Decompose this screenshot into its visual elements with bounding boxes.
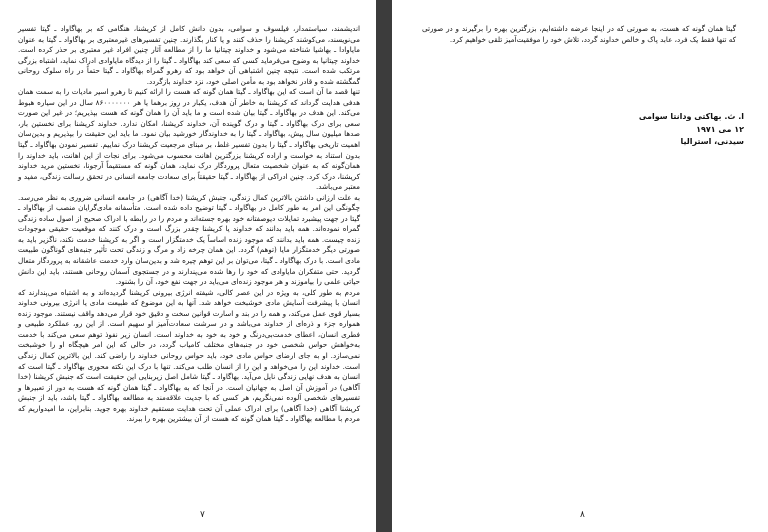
book-gutter (376, 0, 392, 532)
author-signature (422, 111, 744, 149)
right-paragraph-1: گیتا همان گونه که هست، به صورتی که در اینجا عرضه داشته‌ایم، بزرگترین بهره را برگیرند و در صورتی که تنها فقط یک فرد، عابد پاک و خالص خداوند گردد، تلاش خود را موفقیت‌آمیز تلقی خواهیم کرد. (422, 24, 736, 44)
left-page-body (18, 24, 360, 425)
left-page-number: ۷ (200, 510, 205, 520)
right-page-body (422, 24, 736, 45)
signature-name: ا. ث. بهاکتی ودانتا سوامی (638, 112, 744, 121)
right-page-number: ۸ (580, 510, 585, 520)
left-paragraph-2: تنها قصد ما آن است که این بهاگاواد ـ گیتا همان گونه که هست را ارائه کنیم تا رهرو اسیر ماديات را به سمت همان هدفی هدایت گرداند که کریشنا به خاطر آن هدف، یکبار در روز برهما یا هر ۸۶۰۰۰۰۰۰۰ سال در این سیاره هبوط می‌کند. این هدف در بهاگاواد ـ گیتا بیان شده است و ما باید آن را همان گونه که هست بپذیریم؛ در غیر این صورت سعی برای درک بهاگاواد ـ گیتا و درک گوینده آن، خداوند کریشنا، امکان ندارد. خداوند کریشنا برای نخستین بار، صدها میلیون سال پیش، بهاگاواد ـ گیتا را به خداوندگار خورشید بیان نمود. ما باید این حقیقت را بپذیریم و بدین‌سان اهمیت تاریخی بهاگاواد ـ گیتا را بدون تفسیر غلط، بر مبنای مرجعیت کریشنا درک نماییم. تفسیر نمودن بهاگاواد ـ گیتا بدون استناد به خواست و اراده کریشنا بزرگترین اهانت محسوب می‌شود. برای نجات از این اهانت، باید خداوند را همان‌گونه که به عنوان شخصیت متعال پروردگار درک نماید، همان گونه که مستقیماً آرجونا، نخستین مرید خداوند کریشنا، درک کرد. چنین ادراکی از بهاگاواد ـ گیتا حقیقتاً برای سعادت جامعه انسانی در تحقق رسالت زندگی، مفید و معتبر می‌باشد. (18, 87, 360, 192)
left-paragraph-4: مردم به طور کلی، به ویژه در این عصر کالی، شیفته انرژی بیرونی کریشنا گردیده‌اند و به اشتباه می‌پندارند که انسان با پیشرفت آسایش مادی خوشبخت خواهد شد. آنها به این موضوع که طبیعت مادی یا انرژی بیرونی خداوند بسیار قوی عمل می‌کند، و همه را در بند و اسارت قوانین سخت و دقیق خود قرار می‌دهد واقف نیستند. موجود زنده همواره جزء و ذره‌ای از خداوند می‌باشد و در سرشت سعادت‌آمیز او سهیم است. از این رو، عملکرد طبیعی و فطری انسان، اعطای خدمت‌بی‌درنگ و خود به خود به خداوند است. انسان زیر نفوذ توهم سعی می‌کند با خدمت به‌خواهش حواس شخصی خود در جنبه‌های مختلف کامیاب گردد، در حالی که این امر هیچگاه او را خوشبخت نمی‌سازد. او به جای ارضای حواس مادی خود، باید حواس روحانی خداوند را راضی کند. این بالاترین کمال زندگی است. خداوند این را می‌خواهد و این را از انسان طلب می‌کند. تنها با درک این نکته محوری بهاگاواد ـ گیتا است که انسان به هدف نهایی زندگی نایل می‌آید. بهاگاواد ـ گیتا شامل اصل زیربنایی این حقیقت است که جنبش کریشنا (خدا آگاهی) در آموزش آن اصل به جهانیان است. در آنجا که به بهاگاواد ـ گیتا همان گونه که هست به دور از تعبیرها و تفسیرهای شخصی آلوده نمی‌نگریم، هر کسی که با جدیت علاقه‌مند به مطالعه بهاگاواد ـ گیتا باشد، باید از جنبش کریشنا آگاهی (خدا آگاهی) برای ادراک عملی آن تحت هدایت مستقیم خداوند بهره جوید. بنابراین، ما امیدواریم که مردم با مطالعه بهاگاواد ـ گیتا همان گونه که هست از آن بیشترین بهره را ببرند. (18, 287, 360, 424)
left-paragraph-3: به علت ارزانی داشتن بالاترین کمال زندگی، جنبش کریشنا (خدا آگاهی) در جامعه انسانی ضروری به نظر می‌رسد. چگونگی این امر به طور کامل در بهاگاواد ـ گیتا توضیح داده شده است. متأسفانه مادی‌گرایان منصب از بهاگاواد ـ گیتا در جهت پیشبرد تمایلات دیوصفتانه خود بهره جسته‌اند و مردم را در رابطه با ادراک صحیح از اصول ساده زندگی گمراه نموده‌اند. همه باید بدانند که خداوند یا کریشنا چقدر بزرگ است و درک کنند که موقعیت حقیقی موجودات زنده چیست. همه باید بدانند که موجود زنده اساساً یک خدمتگزار است و اگر به کریشنا خدمت نکند، ناگزیر باید به صورتی دیگر خدمتگزار مایا (توهم) گردد. این همان چرخه زاد و مرگ و زندگی تحت تأثیر جنبه‌های گوناگون طبیعت مادی است. با درک بهاگاواد ـ گیتا، می‌توان بر این توهم چیره شد و بدین‌سان وارد خدمت عاشقانه به پروردگار متعال گردید. حتی متفکران مایاوادی که خود را رها شده می‌پندارند و در جستجوی آسمان روحانی هستند، باید این دانش حیاتی علمی را بیاموزند و هر موجود زنده‌ای می‌باید در جهت نفع خود، آن را بشنود. (18, 192, 360, 287)
signature-place: سیدنی، استرالیا (680, 137, 744, 146)
left-paragraph-1: اندیشمند، سیاستمدار، فیلسوف و سوامی، بدون دانش کامل از کریشنا، هنگامی که بر بهاگاواد ـ گیتا تفسیر می‌نویسند، می‌کوشند کریشنا را حذف کنند و یا کنار بگذارند. چنین تفسیرهای غیرمعتبری بر بهاگاواد ـ گیتا به عنوان مایاوادا ـ بهاشیا شناخته می‌شود و خداوند چیتانیا ما را از مطالعه آثار چنین افراد غیر معتبری بر حذر کرده است. خداوند چیتانیا به وضوح می‌فرماید کسی که سعی کند بهاگاواد ـ گیتا را از دیدگاه مایاوادی ادراک نماید، اشتباه بزرگی مرتکب شده است. نتیجه چنین اشتباهی آن خواهد بود که رهرو گمراه بهاگاواد ـ گیتا حتماً در راه سلوک روحانی گمگشته شده و قادر نخواهد بود به مأمن اصلی خود، نزد خداوند بازگردد. (18, 24, 360, 86)
left-page (0, 0, 376, 532)
right-page (392, 0, 768, 532)
signature-date: ۱۲ می ۱۹۷۱ (696, 124, 744, 134)
